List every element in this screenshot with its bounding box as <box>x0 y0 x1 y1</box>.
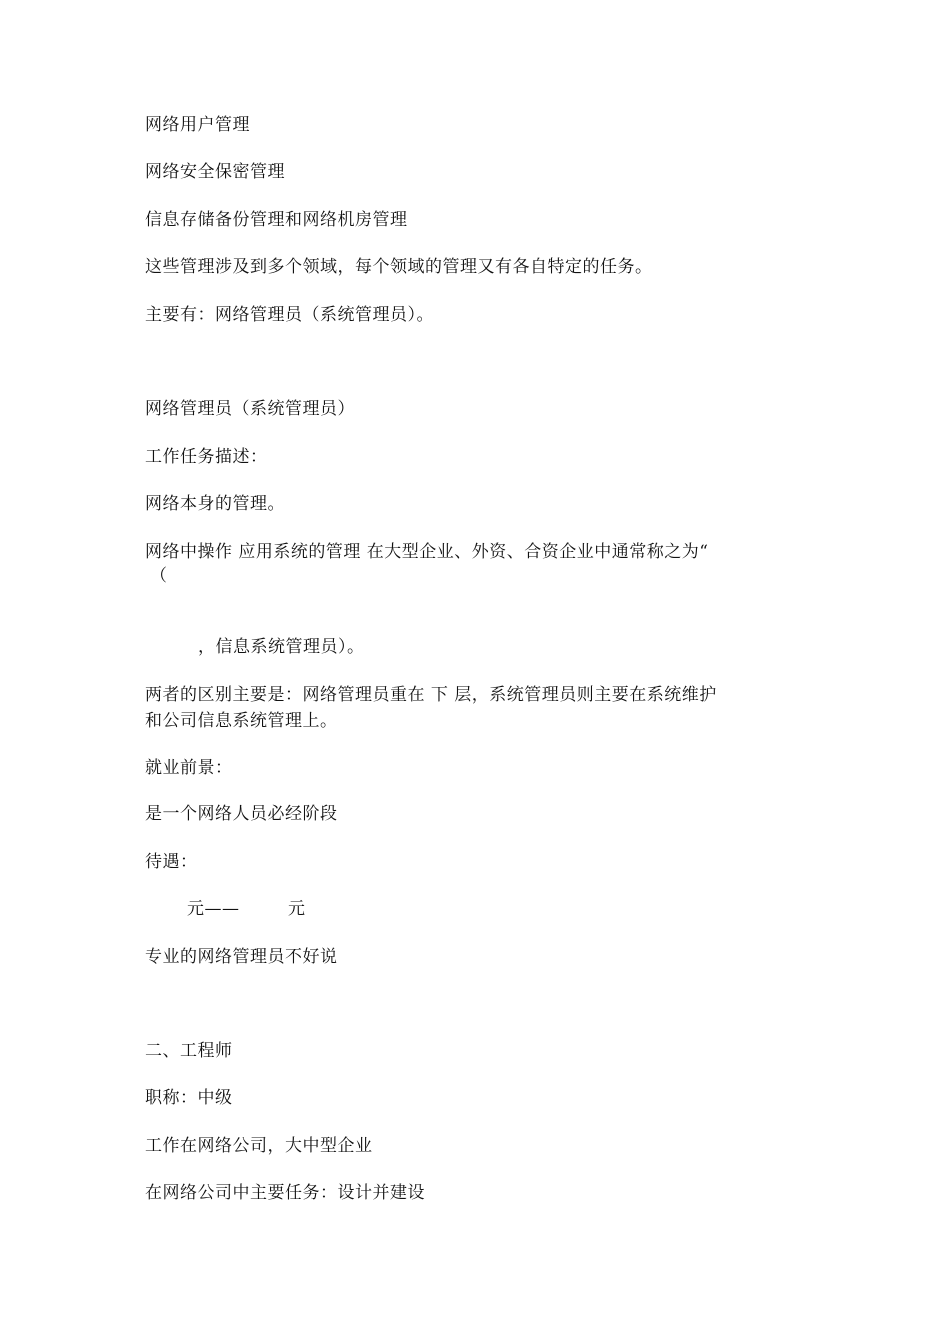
text-line: ，信息系统管理员）。 <box>198 637 365 657</box>
salary-from: 元—— <box>187 899 240 919</box>
text-line: 就业前景： <box>145 758 233 778</box>
section-heading: 二、工程师 <box>145 1041 233 1061</box>
text-line: 网络用户管理 <box>145 115 250 135</box>
text-line: 和公司信息系统管理上。 <box>145 711 338 731</box>
text-line: 工作任务描述： <box>145 447 268 467</box>
text-line: 网络中操作 应用系统的管理 在大型企业、外资、合资企业中通常称之为“ <box>145 542 709 562</box>
text-line: 待遇： <box>145 852 198 872</box>
salary-to: 元 <box>288 899 306 919</box>
text-line: （ <box>150 566 168 586</box>
text-line: 职称：中级 <box>145 1088 233 1108</box>
text-line: 两者的区别主要是：网络管理员重在 下 层，系统管理员则主要在系统维护 <box>145 685 717 705</box>
text-line: 工作在网络公司，大中型企业 <box>145 1136 373 1156</box>
text-line: 主要有：网络管理员（系统管理员）。 <box>145 305 434 325</box>
text-line: 在网络公司中主要任务：设计并建设 <box>145 1183 425 1203</box>
section-heading: 网络管理员（系统管理员） <box>145 399 355 419</box>
text-line: 专业的网络管理员不好说 <box>145 947 338 967</box>
text-line: 是一个网络人员必经阶段 <box>145 804 338 824</box>
text-line: 信息存储备份管理和网络机房管理 <box>145 210 408 230</box>
text-line: 网络本身的管理。 <box>145 494 285 514</box>
text-line: 这些管理涉及到多个领域，每个领域的管理又有各自特定的任务。 <box>145 257 653 277</box>
text-line: 网络安全保密管理 <box>145 162 285 182</box>
